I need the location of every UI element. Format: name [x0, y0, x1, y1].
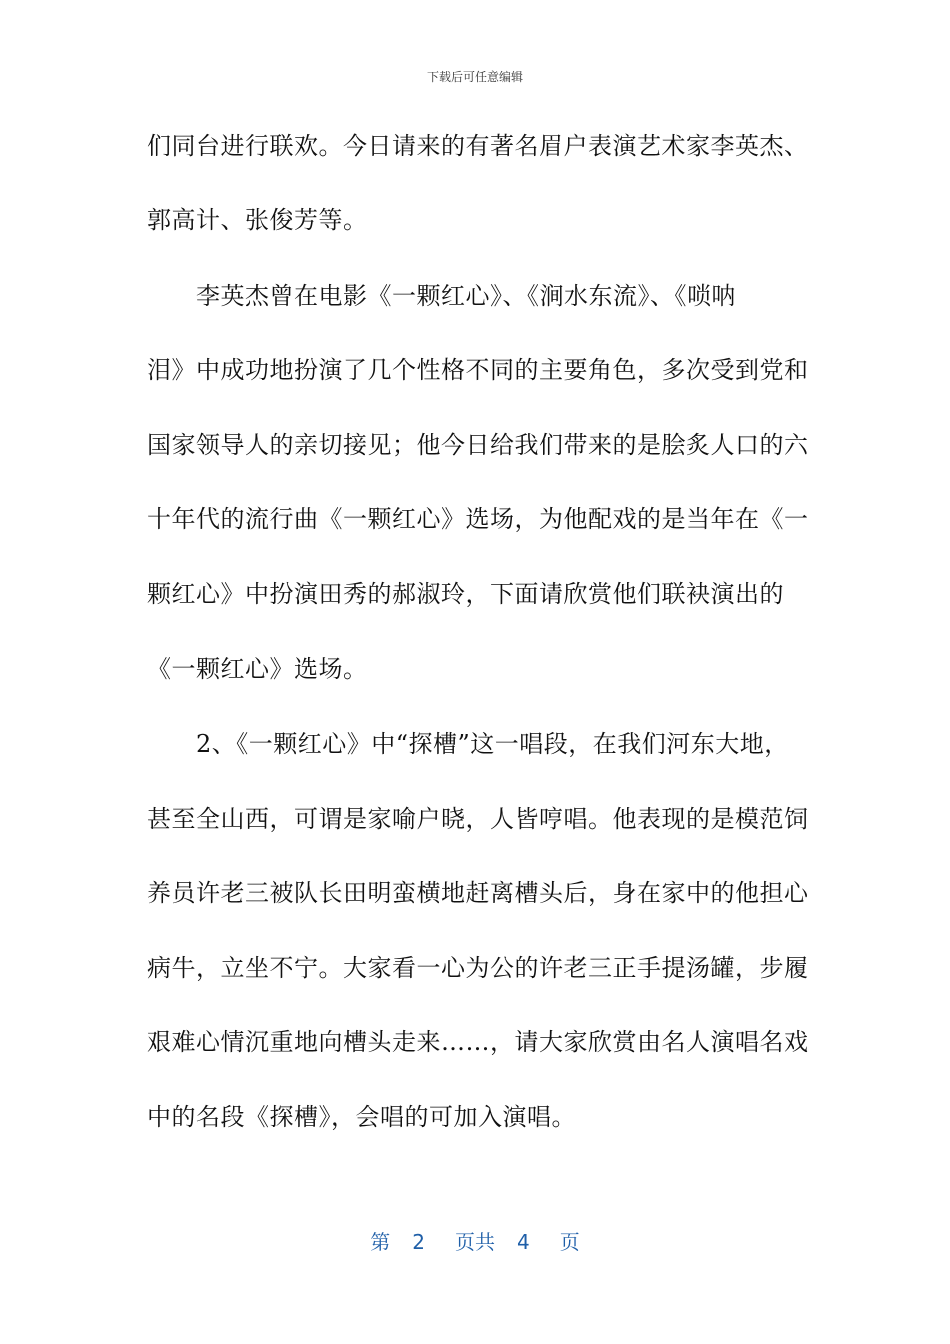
- header-note: 下载后可任意编辑: [426, 70, 523, 84]
- body-line: 病牛，立坐不宁。大家看一心为公的许老三正手提汤罐，步履: [147, 954, 809, 982]
- body-line: 颗红心》中扮演田秀的郝淑玲，下面请欣赏他们联袂演出的: [147, 580, 784, 608]
- body-line: 泪》中成功地扮演了几个性格不同的主要角色，多次受到党和: [147, 356, 809, 384]
- body-line: 李英杰曾在电影《一颗红心》、《涧水东流》、《唢呐: [147, 282, 736, 310]
- body-line: 国家领导人的亲切接见；他今日给我们带来的是脍炙人口的六: [147, 431, 809, 459]
- footer-page-label: 第: [370, 1230, 391, 1254]
- body-line: 们同台进行联欢。今日请来的有著名眉户表演艺术家李英杰、: [147, 132, 809, 160]
- footer-end-label: 页: [559, 1230, 580, 1254]
- body-line: 2、《一颗红心》中“探槽”这一唱段，在我们河东大地，: [147, 730, 789, 758]
- body-line: 《一颗红心》选场。: [147, 655, 368, 683]
- body-line: 养员许老三被队长田明蛮横地赶离槽头后，身在家中的他担心: [147, 879, 809, 907]
- body-line: 艰难心情沉重地向槽头走来……，请大家欣赏由名人演唱名戏: [147, 1028, 809, 1056]
- footer-current-page: 2: [412, 1230, 425, 1254]
- body-line: 甚至全山西，可谓是家喻户晓，人皆哼唱。他表现的是模范饲: [147, 805, 809, 833]
- footer-of-total-label: 页共: [455, 1230, 495, 1254]
- body-line: 十年代的流行曲《一颗红心》选场，为他配戏的是当年在《一: [147, 505, 809, 533]
- body-line: 中的名段《探槽》，会唱的可加入演唱。: [147, 1103, 576, 1131]
- page-number-footer: [0, 1226, 950, 1255]
- footer-total-pages: 4: [517, 1230, 530, 1254]
- body-line: 郭高计、张俊芳等。: [147, 206, 368, 234]
